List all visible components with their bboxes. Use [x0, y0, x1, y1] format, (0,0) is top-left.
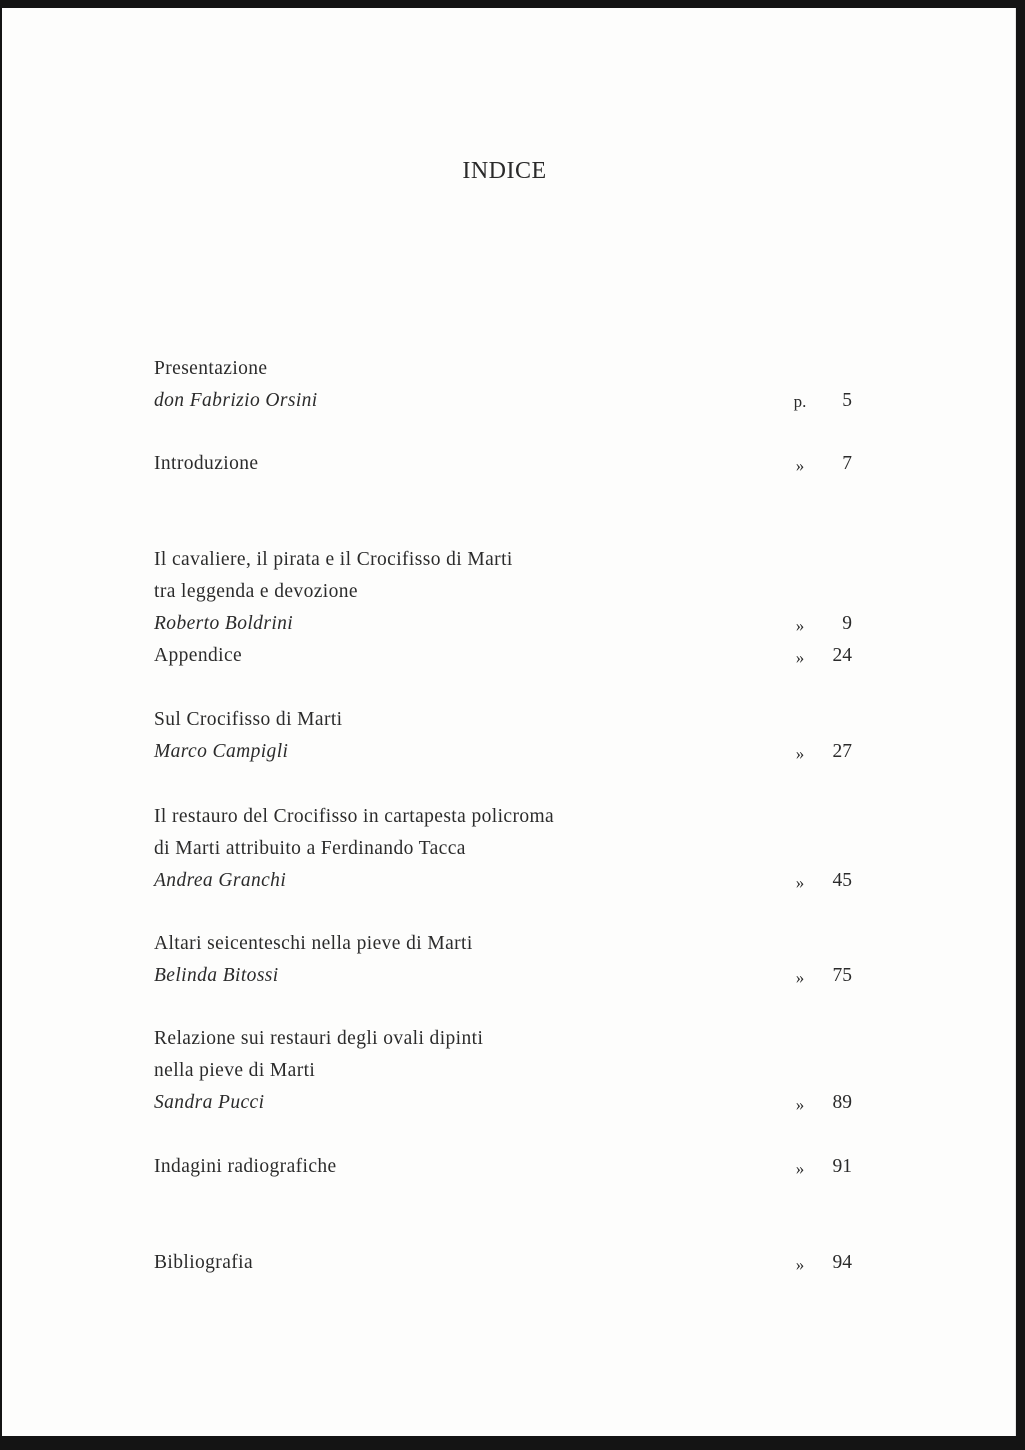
- toc-entry-cavaliere-author: Roberto Boldrini: [154, 613, 294, 634]
- toc-entry-appendice-marker: »: [795, 648, 805, 667]
- toc-entry-presentazione-page: 5: [842, 390, 852, 411]
- toc-entry-presentazione-title: Presentazione: [154, 358, 268, 379]
- toc-entry-relazione-marker: »: [795, 1095, 805, 1114]
- toc-entry-introduzione-page: 7: [842, 453, 852, 474]
- toc-entry-presentazione-marker: p.: [793, 392, 807, 411]
- toc-entry-indagini-page: 91: [832, 1156, 852, 1177]
- toc-entry-introduzione-title: Introduzione: [154, 453, 259, 474]
- toc-entry-restauro-author: Andrea Granchi: [154, 870, 287, 891]
- toc-entry-bibliografia-page: 94: [832, 1252, 852, 1273]
- toc-entry-restauro-title-line2: di Marti attribuito a Ferdinando Tacca: [154, 838, 466, 859]
- toc-entry-cavaliere-title-line1: Il cavaliere, il pirata e il Crocifisso di Marti: [154, 549, 513, 570]
- toc-entry-altari-marker: »: [795, 968, 805, 987]
- toc-entry-restauro-title-line1: Il restauro del Crocifisso in cartapesta policroma: [154, 806, 555, 827]
- toc-entry-relazione-page: 89: [832, 1092, 852, 1113]
- toc-entry-introduzione-marker: »: [795, 456, 805, 475]
- toc-entry-altari-page: 75: [832, 965, 852, 986]
- toc-entry-sul-crocifisso-marker: »: [795, 744, 805, 763]
- toc-entry-indagini-marker: »: [795, 1159, 805, 1178]
- page-title: INDICE: [462, 158, 547, 184]
- toc-entry-relazione-title-line1: Relazione sui restauri degli ovali dipinti: [154, 1028, 484, 1049]
- toc-entry-presentazione-author: don Fabrizio Orsini: [154, 390, 318, 411]
- toc-entry-altari-author: Belinda Bitossi: [154, 965, 279, 986]
- toc-entry-cavaliere-page: 9: [842, 613, 852, 634]
- toc-entry-sul-crocifisso-page: 27: [832, 741, 852, 762]
- toc-entry-altari-title: Altari seicenteschi nella pieve di Marti: [154, 933, 473, 954]
- toc-entry-bibliografia-title: Bibliografia: [154, 1252, 254, 1273]
- toc-entry-relazione-title-line2: nella pieve di Marti: [154, 1060, 316, 1081]
- toc-entry-sul-crocifisso-title: Sul Crocifisso di Marti: [154, 709, 343, 730]
- toc-entry-restauro-page: 45: [832, 870, 852, 891]
- toc-entry-cavaliere-title-line2: tra leggenda e devozione: [154, 581, 358, 602]
- toc-entry-appendice-page: 24: [832, 645, 852, 666]
- document-page: [2, 8, 1016, 1436]
- toc-entry-restauro-marker: »: [795, 873, 805, 892]
- toc-entry-relazione-author: Sandra Pucci: [154, 1092, 265, 1113]
- toc-entry-sul-crocifisso-author: Marco Campigli: [154, 741, 289, 762]
- toc-entry-appendice-title: Appendice: [154, 645, 243, 666]
- toc-entry-bibliografia-marker: »: [795, 1255, 805, 1274]
- toc-entry-cavaliere-marker: »: [795, 616, 805, 635]
- toc-entry-indagini-title: Indagini radiografiche: [154, 1156, 337, 1177]
